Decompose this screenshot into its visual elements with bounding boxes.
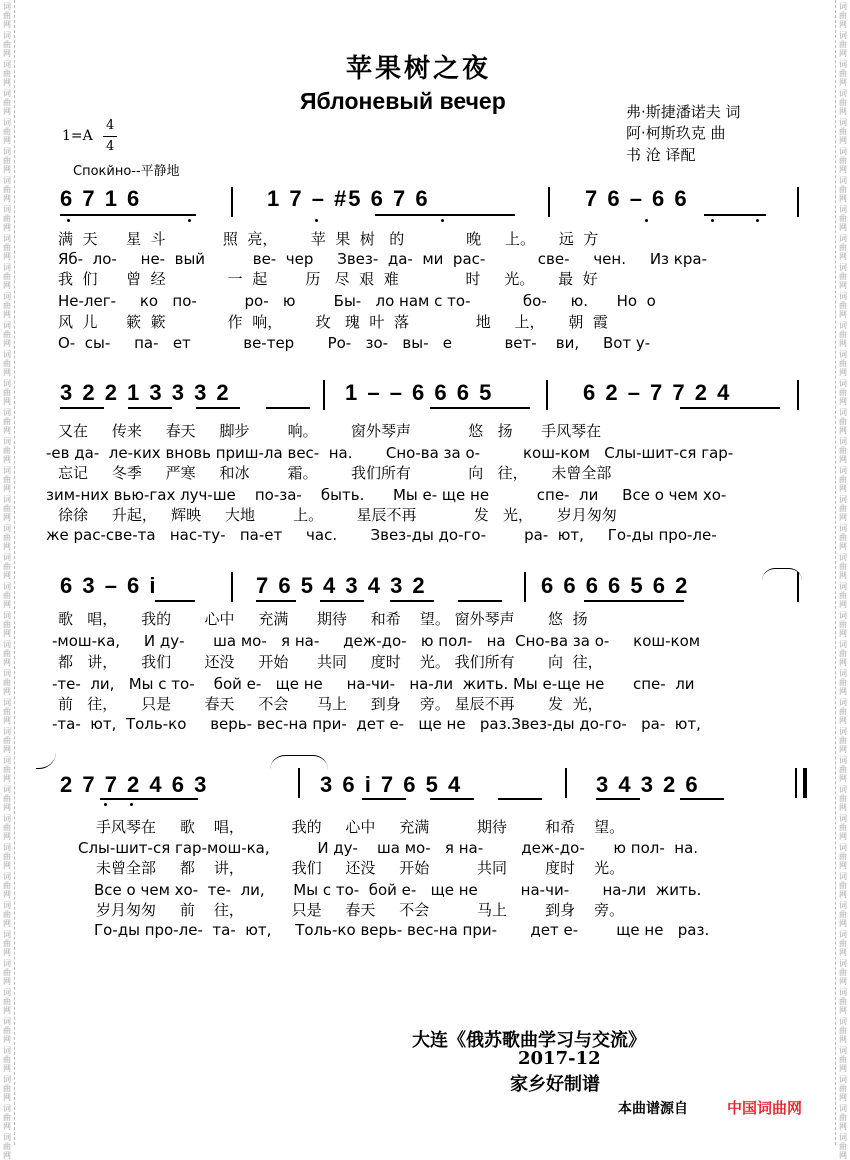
watermark-text: 词 曲 网	[839, 901, 847, 928]
time-signature-divider	[103, 136, 117, 137]
watermark-text: 词 曲 网	[839, 959, 847, 986]
measure-notes: 7 6 – 6 6	[585, 186, 689, 211]
lyric-line: Все о чем хо- те- ли, Мы с то- бой е- ще не на-чи- на-ли жить.	[94, 881, 702, 899]
barline	[797, 380, 799, 410]
measure-notes: 3 6 i 7 6 5 4	[320, 772, 463, 797]
watermark-text: 词 曲 网	[839, 466, 847, 493]
watermark-text: 词 曲 网	[839, 669, 847, 696]
measure-notes: 1 – – 6 6 6 5	[345, 380, 494, 405]
watermark-text: 词 曲 网	[3, 640, 11, 667]
lyric-line: 手风琴在 歌 唱， 我的 心中 充满 期待 和希 望。	[96, 818, 625, 836]
beam-underline	[498, 798, 542, 800]
lyric-line: 前 往， 只是 春天 不会 马上 到身 旁。 星辰不再 发 光，	[58, 695, 603, 713]
footer-arranger: 家乡好制谱	[510, 1074, 600, 1095]
beam-underline	[430, 407, 530, 409]
watermark-text: 词 曲 网	[3, 582, 11, 609]
lyric-line: Яб- ло- не- вый ве- чер Звез- да- ми рас- све- чен. Из кра-	[58, 250, 707, 268]
watermark-text: 词 曲 网	[3, 379, 11, 406]
watermark-text: 词 曲 网	[3, 2, 11, 29]
lyric-line: 满 天 星 斗 照 亮， 苹 果 树 的 晚 上。 远 方	[58, 230, 599, 248]
watermark-text: 词 曲 网	[3, 176, 11, 203]
time-signature-top: 4	[106, 118, 115, 133]
barline	[524, 572, 526, 602]
lyric-line: -ев да- ле-ких вновь приш-ла вес- на. Сно-ва за о- кош-ком Слы-шит-ся гар-	[46, 444, 734, 462]
tempo-marking: Спокйно--平静地	[73, 164, 180, 179]
measure-notes: 3 4 3 2 6	[596, 772, 700, 797]
watermark-text: 词 曲 网	[3, 350, 11, 377]
beam-underline	[128, 407, 172, 409]
watermark-text: 词 曲 网	[3, 756, 11, 783]
watermark-text: 词 曲 网	[3, 1104, 11, 1131]
measure-notes: 6 6 6 6 5 6 2	[541, 573, 690, 598]
barline	[231, 187, 233, 217]
measure-notes: 6 7 1 6	[60, 186, 142, 211]
watermark-text: 词 曲 网	[839, 350, 847, 377]
octave-dot	[315, 219, 318, 222]
beam-underline	[596, 798, 640, 800]
tie-arc	[762, 568, 802, 581]
beam-underline	[375, 214, 515, 216]
watermark-text: 词 曲 网	[839, 263, 847, 290]
barline	[298, 768, 300, 798]
lyric-line: 未曾全部 都 讲， 我们 还没 开始 共同 度时 光。	[96, 859, 625, 877]
song-title-chinese: 苹果树之夜	[346, 54, 492, 84]
barline	[546, 380, 548, 410]
watermark-text: 词 曲 网	[839, 437, 847, 464]
key-signature: 1=A	[62, 128, 93, 144]
barline	[795, 768, 797, 798]
watermark-text: 词 曲 网	[3, 118, 11, 145]
watermark-text: 词 曲 网	[839, 1075, 847, 1102]
beam-underline	[256, 600, 296, 602]
footer-date: 2017-12	[518, 1048, 601, 1069]
lyric-line: Не-лег- ко по- ро- ю Бы- ло нам с то- бо- ю. Но о	[58, 292, 656, 310]
octave-dot	[67, 219, 70, 222]
watermark-text: 词 曲 网	[839, 727, 847, 754]
watermark-text: 词 曲 网	[3, 234, 11, 261]
lyric-line: зим-них вью-гах луч-ше по-за- быть. Мы е- ще не спе- ли Все о чем хо-	[46, 486, 727, 504]
watermark-text: 词 曲 网	[3, 60, 11, 87]
watermark-text: 词 曲 网	[839, 1104, 847, 1131]
watermark-text: 词 曲 网	[839, 147, 847, 174]
measure-notes: 2 7 7 2 4 6 3	[60, 772, 209, 797]
watermark-text: 词 曲 网	[839, 611, 847, 638]
watermark-text: 词 曲 网	[839, 1017, 847, 1044]
octave-dot	[645, 219, 648, 222]
lyric-line: 忘记 冬季 严寒 和冰 霜。 我们所有 向 往， 未曾全部	[58, 464, 612, 482]
watermark-text: 词 曲 网	[3, 1046, 11, 1073]
beam-underline	[100, 798, 198, 800]
beam-underline	[60, 407, 104, 409]
watermark-text: 词 曲 网	[839, 582, 847, 609]
watermark-text: 词 曲 网	[839, 930, 847, 957]
watermark-text: 词 曲 网	[3, 31, 11, 58]
watermark-text: 词 曲 网	[839, 31, 847, 58]
watermark-text: 词 曲 网	[839, 756, 847, 783]
watermark-text: 词 曲 网	[3, 814, 11, 841]
watermark-text: 词 曲 网	[3, 553, 11, 580]
watermark-text: 词 曲 网	[3, 1017, 11, 1044]
measure-notes: 6 3 – 6 i	[60, 573, 158, 598]
octave-dot	[104, 803, 107, 806]
barline	[548, 187, 550, 217]
barline	[565, 768, 567, 798]
watermark-text: 词 曲 网	[3, 611, 11, 638]
lyric-line: 徐徐 升起， 辉映 大地 上。 星辰不再 发 光， 岁月匆匆	[58, 506, 617, 524]
watermark-text: 词 曲 网	[3, 1075, 11, 1102]
lyric-line: О- сы- па- ет ве-тер Ро- зо- вы- е вет- ви, Вот у-	[58, 334, 651, 352]
watermark-text: 词 曲 网	[839, 234, 847, 261]
watermark-text: 词 曲 网	[839, 379, 847, 406]
beam-underline	[680, 407, 780, 409]
lyric-line: Го-ды про-ле- та- ют, Толь-ко верь- вес-на при- дет е- ще не раз.	[94, 921, 710, 939]
measure-notes: 1 7 – #5 6 7 6	[267, 186, 430, 211]
lyric-line: 我 们 曾 经 一 起 历 尽 艰 难 时 光。 最 好	[58, 270, 598, 288]
beam-underline	[362, 798, 406, 800]
watermark-text: 词 曲 网	[839, 89, 847, 116]
watermark-text: 词 曲 网	[839, 118, 847, 145]
barline	[323, 380, 325, 410]
watermark-text: 词 曲 网	[3, 872, 11, 899]
beam-underline	[680, 798, 724, 800]
song-title-russian: Яблоневый вечер	[300, 88, 506, 114]
beam-underline	[196, 407, 240, 409]
lyric-line: же рас-све-та нас-ту- па-ет час. Звез-ды до-го- ра- ют, Го-ды про-ле-	[46, 526, 717, 544]
octave-dot	[756, 219, 759, 222]
footer-org: 大连《俄苏歌曲学习与交流》	[412, 1030, 646, 1051]
beam-underline	[155, 600, 195, 602]
lyricist-credit: 弗·斯捷潘诺夫 词	[626, 103, 741, 121]
watermark-text: 词 曲 网	[3, 727, 11, 754]
source-brand-link[interactable]: 中国词曲网	[727, 1099, 803, 1117]
watermark-text: 词 曲 网	[3, 89, 11, 116]
watermark-text: 词 曲 网	[839, 814, 847, 841]
watermark-text: 词 曲 网	[839, 843, 847, 870]
watermark-text: 词 曲 网	[3, 524, 11, 551]
watermark-text: 词 曲 网	[3, 205, 11, 232]
watermark-text: 词 曲 网	[839, 785, 847, 812]
watermark-text: 词 曲 网	[3, 292, 11, 319]
beam-underline	[704, 214, 766, 216]
watermark-text: 词 曲 网	[3, 321, 11, 348]
lyric-line: 歌 唱， 我的 心中 充满 期待 和希 望。 窗外琴声 悠 扬	[58, 610, 588, 628]
beam-underline	[584, 600, 684, 602]
watermark-text: 词 曲 网	[3, 466, 11, 493]
final-barline	[803, 768, 807, 798]
watermark-text: 词 曲 网	[3, 901, 11, 928]
beam-underline	[60, 214, 196, 216]
watermark-text: 词 曲 网	[839, 408, 847, 435]
watermark-text: 词 曲 网	[3, 988, 11, 1015]
beam-underline	[458, 600, 502, 602]
right-watermark-strip	[835, 0, 850, 1160]
watermark-text: 词 曲 网	[839, 640, 847, 667]
watermark-text: 词 曲 网	[3, 437, 11, 464]
watermark-text: 词 曲 网	[839, 292, 847, 319]
measure-notes: 6 2 – 7 7 2 4	[583, 380, 732, 405]
octave-dot	[130, 803, 133, 806]
octave-dot	[441, 219, 444, 222]
lyric-line: -мош-ка, И ду- ша мо- я на- деж-до- ю пол- на Сно-ва за о- кош-ком	[52, 632, 701, 650]
lyric-line: Слы-шит-ся гар-мош-ка, И ду- ша мо- я на- деж-до- ю пол- на.	[78, 839, 699, 857]
watermark-text: 词 曲 网	[839, 698, 847, 725]
beam-underline	[390, 600, 434, 602]
watermark-text: 词 曲 网	[3, 669, 11, 696]
watermark-text: 词 曲 网	[3, 785, 11, 812]
tie-arc	[36, 752, 56, 769]
watermark-text: 词 曲 网	[839, 176, 847, 203]
watermark-text: 词 曲 网	[839, 988, 847, 1015]
watermark-text: 词 曲 网	[839, 524, 847, 551]
watermark-text: 词 曲 网	[3, 1133, 11, 1160]
translator-credit: 书 沧 译配	[626, 146, 696, 164]
lyric-line: 都 讲， 我们 还没 开始 共同 度时 光。 我们所有 向 往，	[58, 653, 603, 671]
octave-dot	[711, 219, 714, 222]
octave-dot	[188, 219, 191, 222]
barline	[231, 572, 233, 602]
lyric-line: -те- ли, Мы с то- бой е- ще не на-чи- на-ли жить. Мы е-ще не спе- ли	[52, 675, 695, 693]
watermark-text: 词 曲 网	[3, 843, 11, 870]
watermark-text: 词 曲 网	[3, 495, 11, 522]
measure-notes: 3 2 2 1 3 3 3 2	[60, 380, 231, 405]
watermark-text: 词 曲 网	[3, 698, 11, 725]
lyric-line: -та- ют, Толь-ко верь- вес-на при- дет е- ще не раз.Звез-ды до-го- ра- ют,	[52, 715, 701, 733]
beam-underline	[320, 600, 364, 602]
watermark-text: 词 曲 网	[839, 60, 847, 87]
watermark-text: 词 曲 网	[839, 1133, 847, 1160]
watermark-text: 词 曲 网	[839, 495, 847, 522]
watermark-text: 词 曲 网	[839, 321, 847, 348]
watermark-text: 词 曲 网	[3, 408, 11, 435]
watermark-text: 词 曲 网	[839, 205, 847, 232]
watermark-text: 词 曲 网	[839, 872, 847, 899]
watermark-text: 词 曲 网	[3, 147, 11, 174]
lyric-line: 又在 传来 春天 脚步 响。 窗外琴声 悠 扬 手风琴在	[58, 422, 602, 440]
watermark-text: 词 曲 网	[3, 263, 11, 290]
watermark-text: 词 曲 网	[3, 930, 11, 957]
watermark-text: 词 曲 网	[839, 2, 847, 29]
beam-underline	[430, 798, 474, 800]
watermark-text: 词 曲 网	[3, 959, 11, 986]
left-watermark-strip	[0, 0, 15, 1160]
watermark-text: 词 曲 网	[839, 553, 847, 580]
barline	[797, 187, 799, 217]
composer-credit: 阿·柯斯玖克 曲	[626, 124, 726, 142]
lyric-line: 风 儿 簌 簌 作 响， 玫 瑰 叶 落 地 上， 朝 霞	[58, 313, 608, 331]
time-signature-bottom: 4	[106, 139, 115, 154]
source-label: 本曲谱源自	[618, 1101, 688, 1117]
lyric-line: 岁月匆匆 前 往， 只是 春天 不会 马上 到身 旁。	[96, 901, 625, 919]
beam-underline	[266, 407, 310, 409]
watermark-text: 词 曲 网	[839, 1046, 847, 1073]
measure-notes: 7 6 5 4 3 4 3 2	[256, 573, 427, 598]
